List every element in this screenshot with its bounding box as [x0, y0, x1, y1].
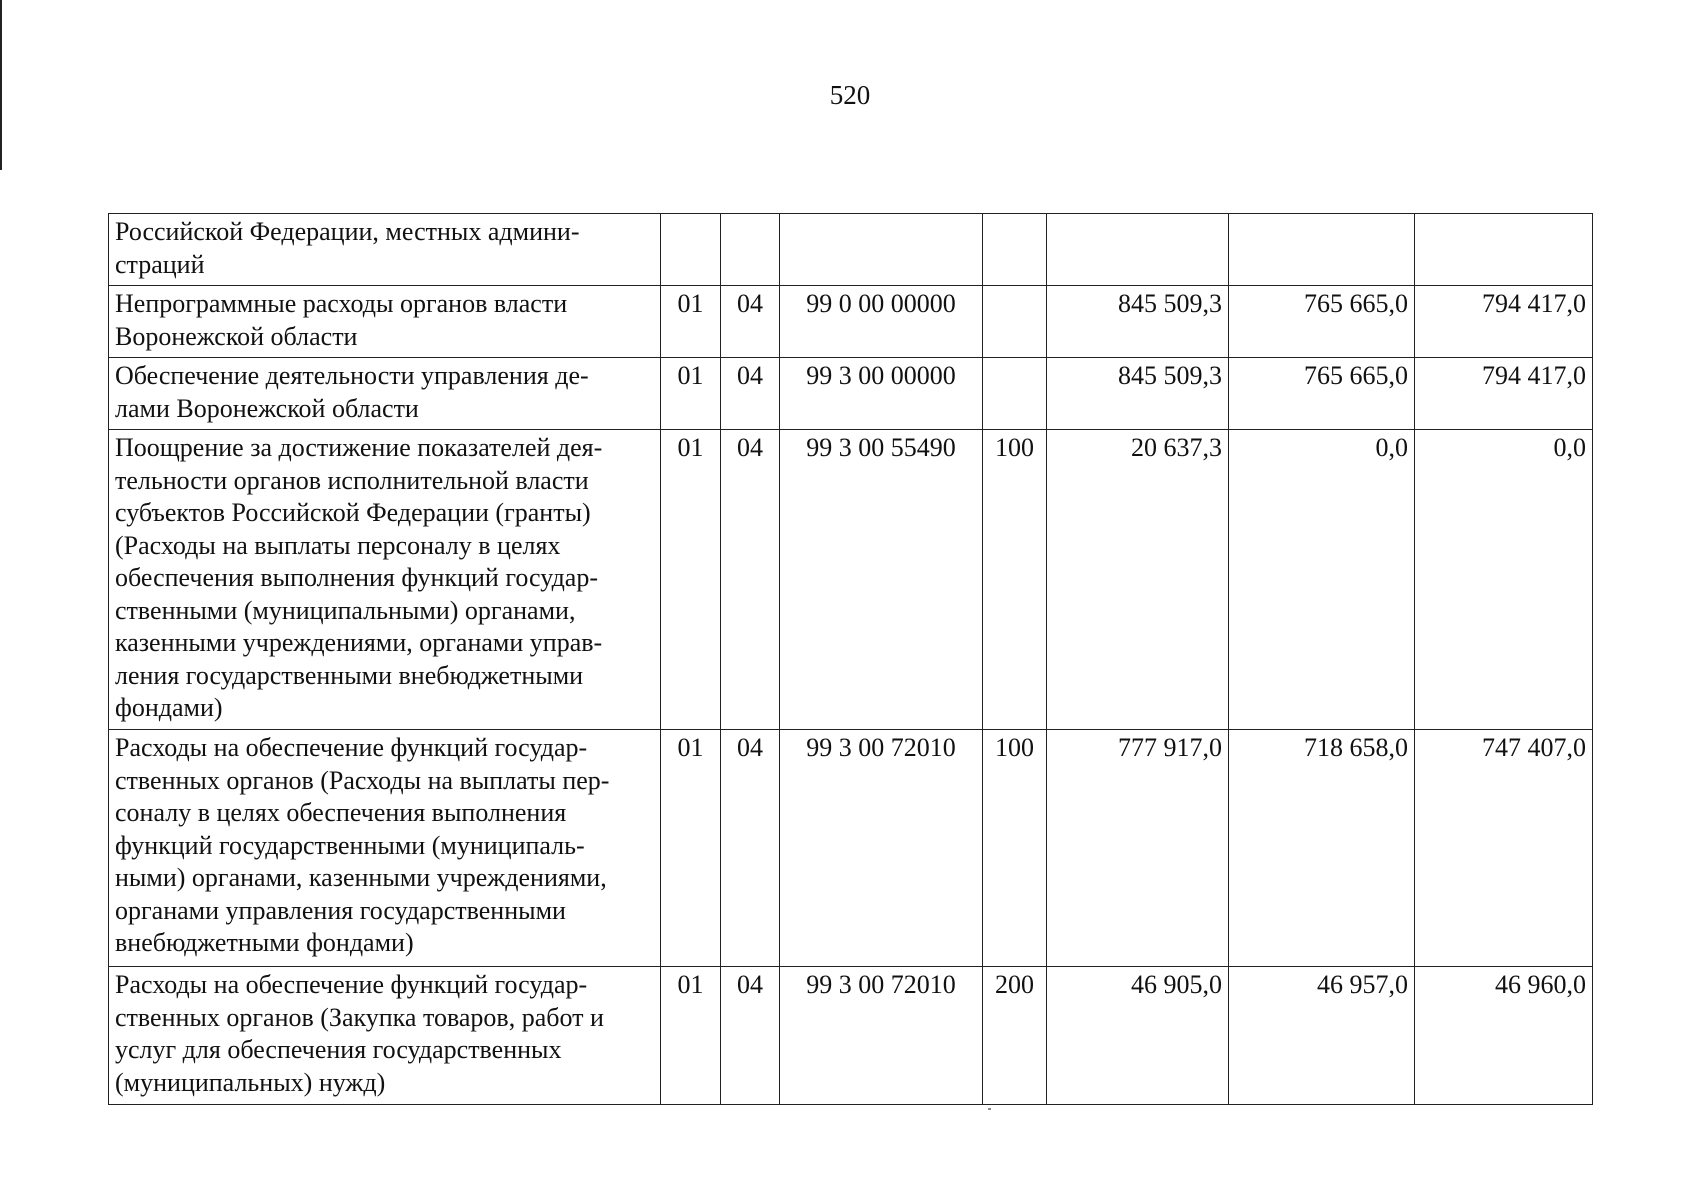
section-code-cell	[661, 214, 721, 286]
budget-table	[108, 213, 1593, 1105]
target-article-cell: 99 3 00 55490	[780, 430, 983, 730]
expense-name-cell	[109, 430, 661, 730]
amount-year1-cell: 777 917,0	[1047, 730, 1229, 967]
table-row	[109, 430, 1593, 730]
expense-name-cell	[109, 286, 661, 358]
subsection-code-cell: 04	[721, 286, 780, 358]
amount-year3-cell: 794 417,0	[1415, 286, 1593, 358]
expense-name: Российской Федерации, местных админи- страций	[115, 217, 580, 279]
subsection-code-cell: 04	[721, 967, 780, 1105]
expense-name-cell	[109, 214, 661, 286]
amount-year3-cell: 794 417,0	[1415, 358, 1593, 430]
table-row	[109, 214, 1593, 286]
section-code-cell: 01	[661, 967, 721, 1105]
section-code-cell: 01	[661, 286, 721, 358]
subsection-code-cell: 04	[721, 430, 780, 730]
target-article-cell	[780, 214, 983, 286]
amount-year1-cell: 20 637,3	[1047, 430, 1229, 730]
target-article-cell: 99 3 00 72010	[780, 730, 983, 967]
budget-table-body	[109, 214, 1593, 1105]
amount-year2-cell	[1229, 214, 1415, 286]
scan-speck	[988, 1108, 991, 1110]
section-code-cell: 01	[661, 430, 721, 730]
amount-year1-cell: 845 509,3	[1047, 286, 1229, 358]
target-article-cell: 99 3 00 00000	[780, 358, 983, 430]
amount-year2-cell: 0,0	[1229, 430, 1415, 730]
expense-name: Расходы на обеспечение функций государ- ственных органов (Закупка товаров, работ и услуг для обеспечения государственных (муниципальных) нужд)	[115, 970, 604, 1097]
table-row	[109, 967, 1593, 1105]
amount-year2-cell: 765 665,0	[1229, 286, 1415, 358]
expense-name: Обеспечение деятельности управления де- лами Воронежской области	[115, 361, 589, 423]
expense-name: Поощрение за достижение показателей дея- тельности органов исполнительной власти субъектов Российской Федерации (гранты) (Расходы на выплаты персоналу в целях обеспечения выполнения функций государ- ственными (муниципальными) органами, казенными учреждениями, органами управ- ления государственными внебюджетными фондами)	[115, 433, 603, 722]
expense-type-cell	[983, 358, 1047, 430]
amount-year3-cell: 46 960,0	[1415, 967, 1593, 1105]
amount-year3-cell	[1415, 214, 1593, 286]
expense-type-cell: 200	[983, 967, 1047, 1105]
amount-year1-cell	[1047, 214, 1229, 286]
subsection-code-cell	[721, 214, 780, 286]
amount-year3-cell: 747 407,0	[1415, 730, 1593, 967]
table-row	[109, 730, 1593, 967]
subsection-code-cell: 04	[721, 730, 780, 967]
expense-name: Непрограммные расходы органов власти Воронежской области	[115, 289, 568, 351]
expense-type-cell	[983, 286, 1047, 358]
amount-year2-cell: 765 665,0	[1229, 358, 1415, 430]
expense-name-cell	[109, 730, 661, 967]
expense-type-cell	[983, 214, 1047, 286]
table-row	[109, 286, 1593, 358]
amount-year2-cell: 46 957,0	[1229, 967, 1415, 1105]
expense-name-cell	[109, 358, 661, 430]
amount-year1-cell: 46 905,0	[1047, 967, 1229, 1105]
expense-type-cell: 100	[983, 730, 1047, 967]
amount-year1-cell: 845 509,3	[1047, 358, 1229, 430]
page-number: 520	[829, 80, 871, 110]
amount-year3-cell: 0,0	[1415, 430, 1593, 730]
section-code-cell: 01	[661, 730, 721, 967]
target-article-cell: 99 3 00 72010	[780, 967, 983, 1105]
subsection-code-cell: 04	[721, 358, 780, 430]
expense-type-cell: 100	[983, 430, 1047, 730]
amount-year2-cell: 718 658,0	[1229, 730, 1415, 967]
table-row	[109, 358, 1593, 430]
section-code-cell: 01	[661, 358, 721, 430]
target-article-cell: 99 0 00 00000	[780, 286, 983, 358]
expense-name: Расходы на обеспечение функций государ- ственных органов (Расходы на выплаты пер- соналу в целях обеспечения выполнения функций государственными (муниципаль- ными) органами, казенными учреждениями, органами управления государственными внебюджетными фондами)	[115, 733, 610, 957]
expense-name-cell	[109, 967, 661, 1105]
